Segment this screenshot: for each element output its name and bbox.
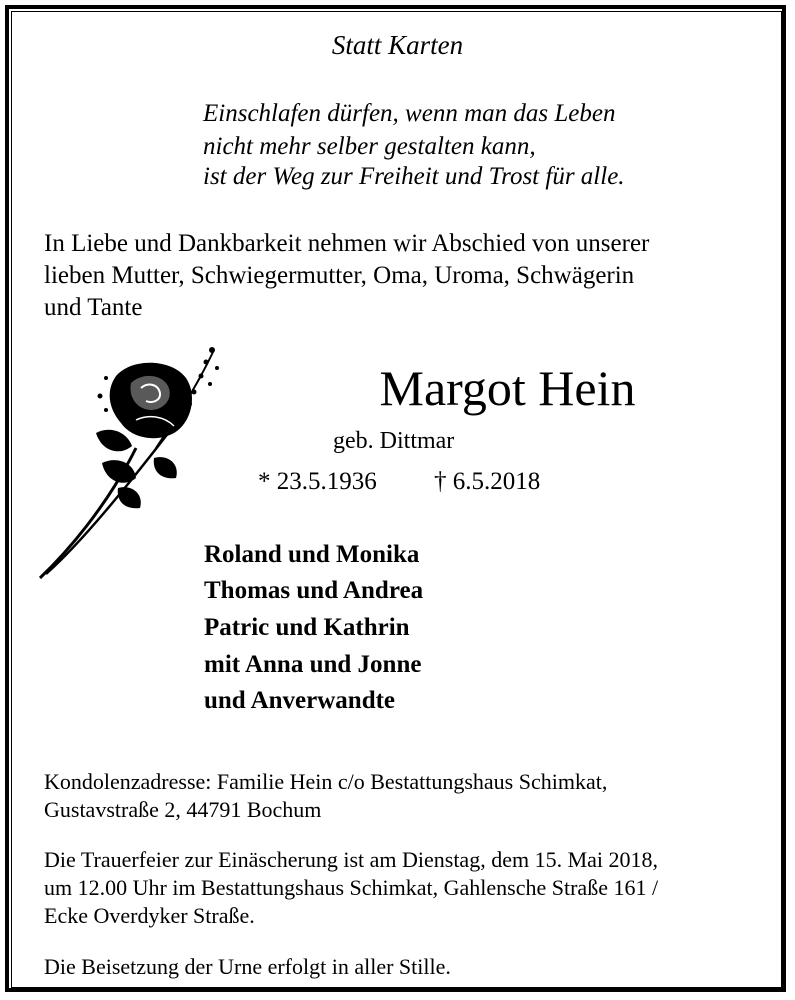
birth-name: geb. Dittmar: [333, 428, 455, 454]
death-date: † 6.5.2018: [434, 468, 541, 495]
deceased-name: Margot Hein: [379, 360, 636, 416]
mourner-line: Thomas und Andrea: [204, 577, 424, 604]
poem-line-3: ist der Weg zur Freiheit und Trost für alle.: [203, 163, 625, 190]
poem-line-2: nicht mehr selber gestalten kann,: [203, 133, 536, 160]
ceremony-line-3: Ecke Overdyker Straße.: [44, 903, 255, 928]
birth-date: * 23.5.1936: [258, 468, 377, 495]
burial-note: Die Beisetzung der Urne erfolgt in aller Stille.: [44, 954, 451, 979]
statt-karten-heading: Statt Karten: [331, 30, 464, 60]
mourner-line: Roland und Monika: [204, 541, 420, 568]
poem-line-1: Einschlafen dürfen, wenn man das Leben: [203, 100, 616, 127]
intro-line-2: lieben Mutter, Schwiegermutter, Oma, Uroma, Schwägerin: [44, 262, 635, 289]
intro-line-3: und Tante: [44, 294, 143, 321]
ceremony-line-2: um 12.00 Uhr im Bestattungshaus Schimkat, Gahlensche Straße 161 /: [44, 875, 659, 900]
mourner-line: und Anverwandte: [204, 687, 396, 714]
condolence-line-1: Kondolenzadresse: Familie Hein c/o Bestattungshaus Schimkat,: [44, 769, 608, 794]
mourner-line: Patric und Kathrin: [204, 614, 410, 641]
condolence-line-2: Gustavstraße 2, 44791 Bochum: [44, 797, 322, 822]
intro-line-1: In Liebe und Dankbarkeit nehmen wir Abschied von unserer: [44, 230, 650, 257]
ceremony-line-1: Die Trauerfeier zur Einäscherung ist am Dienstag, dem 15. Mai 2018,: [44, 847, 659, 872]
mourner-line: mit Anna und Jonne: [204, 651, 422, 678]
